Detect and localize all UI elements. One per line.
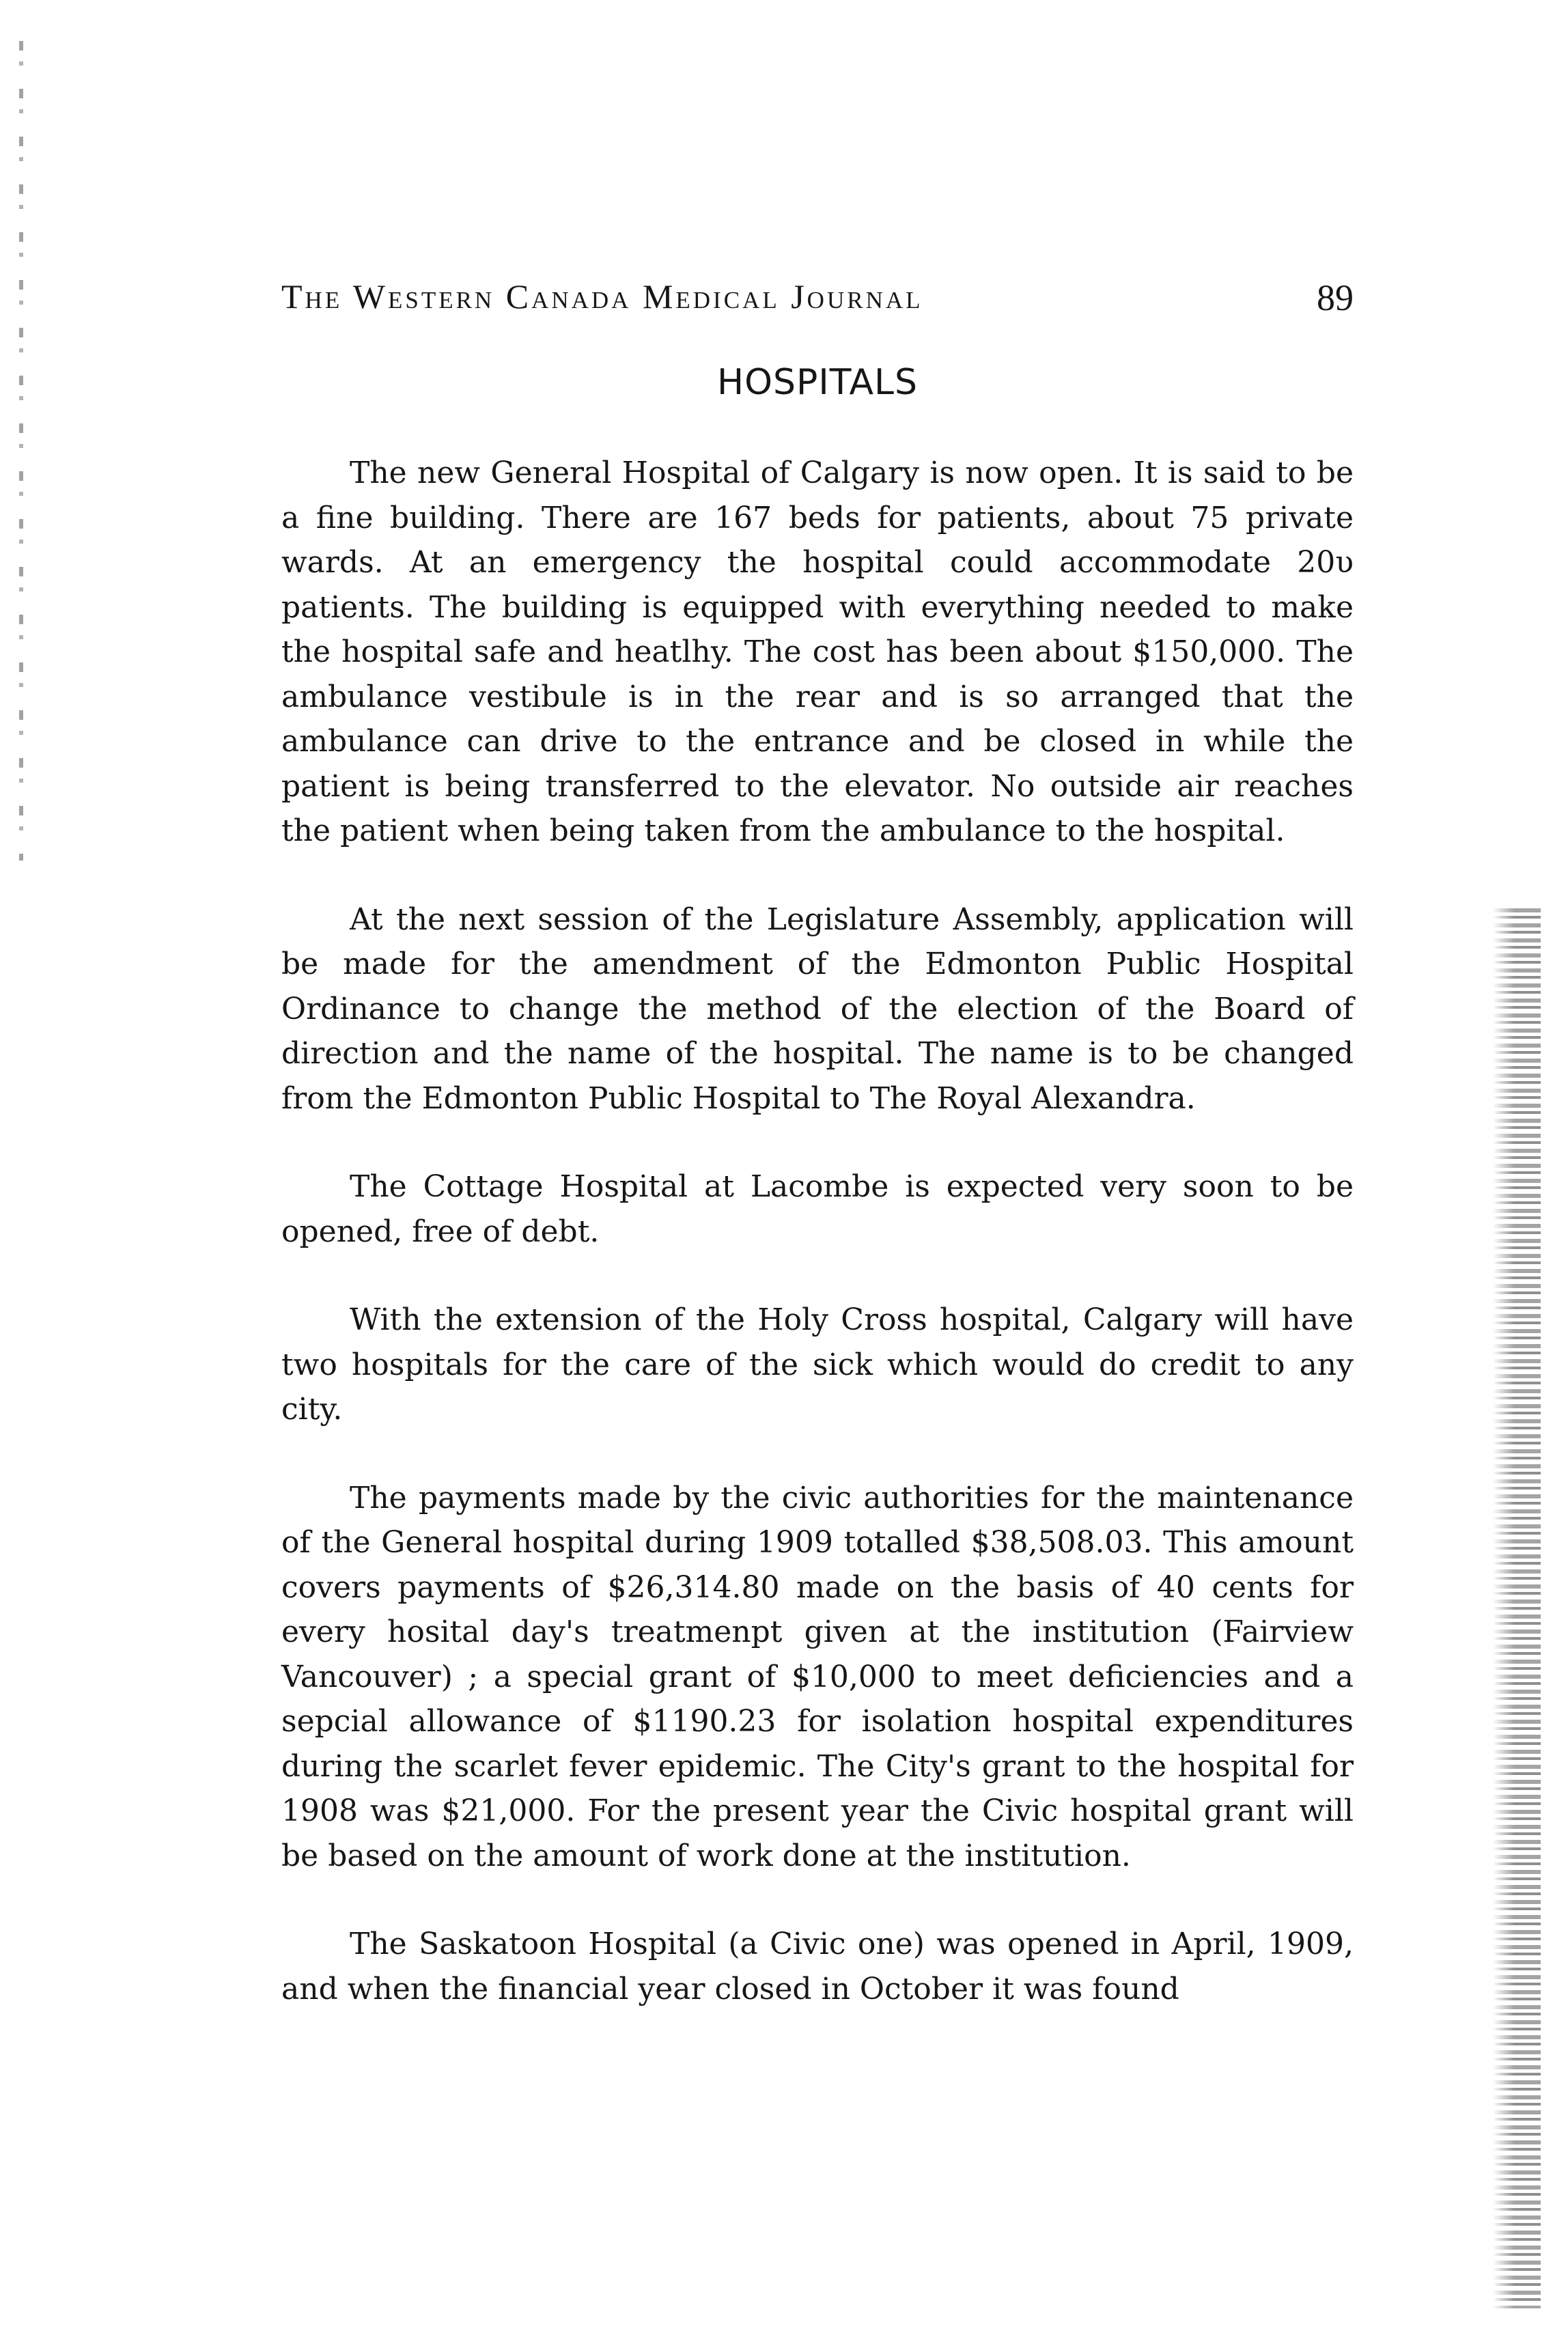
paragraph-saskatoon-hospital: The Saskatoon Hospital (a Civic one) was opened in April, 1909, and when the financial year closed in October it was found: [281, 1927, 1354, 2007]
paragraph-holy-cross-hospital: With the extension of the Holy Cross hospital, Calgary will have two hospitals for the care of the sick which would do credit to any city.: [281, 1302, 1354, 1427]
journal-title: The Western Canada Medical Journal: [281, 277, 923, 316]
running-header: [281, 277, 1354, 331]
page-number: 89: [1317, 277, 1354, 318]
paragraph-edmonton-public-hospital: At the next session of the Legislature Assembly, application will be made for the amendment of the Edmonton Public Hospital Ordinance to change the method of the election of the Board of direction and the name of the hospital. The name is to be changed from the Edmonton Public Hospital to The Royal Alexandra.: [281, 902, 1354, 1116]
paragraph-calgary-general-hospital: The new General Hospital of Calgary is now open. It is said to be a fine building. There are 167 beds for patients, about 75 private wards. At an emergency the hospital could accommodate 20υ patients. The building is equipped with everything needed to make the hospital safe and heatlhy. The cost has been about $150,000. The ambulance vestibule is in the rear and is so arranged that the ambulance can drive to the entrance and be closed in while the patient is being transferred to the elevator. No outside air reaches the patient when being taken from the ambulance to the hospital.: [281, 456, 1354, 848]
article-body: [281, 451, 1354, 2055]
section-title: HOSPITALS: [716, 362, 918, 403]
scan-edge-artifact-right: [1493, 908, 1541, 2308]
paragraph-lacombe-cottage-hospital: The Cottage Hospital at Lacombe is expected very soon to be opened, free of debt.: [281, 1169, 1354, 1249]
scan-edge-artifact-left: [19, 41, 23, 861]
paragraph-vancouver-payments: The payments made by the civic authorities for the maintenance of the General hospital during 1909 totalled $38,508.03. This amount covers payments of $26,314.80 made on the basis of 40 cents for every hosital day's treatmenpt given at the institution (Fairview Vancouver) ; a special grant of $10,000 to meet deficiencies and a sepcial allowance of $1190.23 for isolation hospital expenditures during the scarlet fever epidemic. The City's grant to the hospital for 1908 was $21,000. For the present year the Civic hospital grant will be based on the amount of work done at the institution.: [281, 1480, 1354, 1873]
